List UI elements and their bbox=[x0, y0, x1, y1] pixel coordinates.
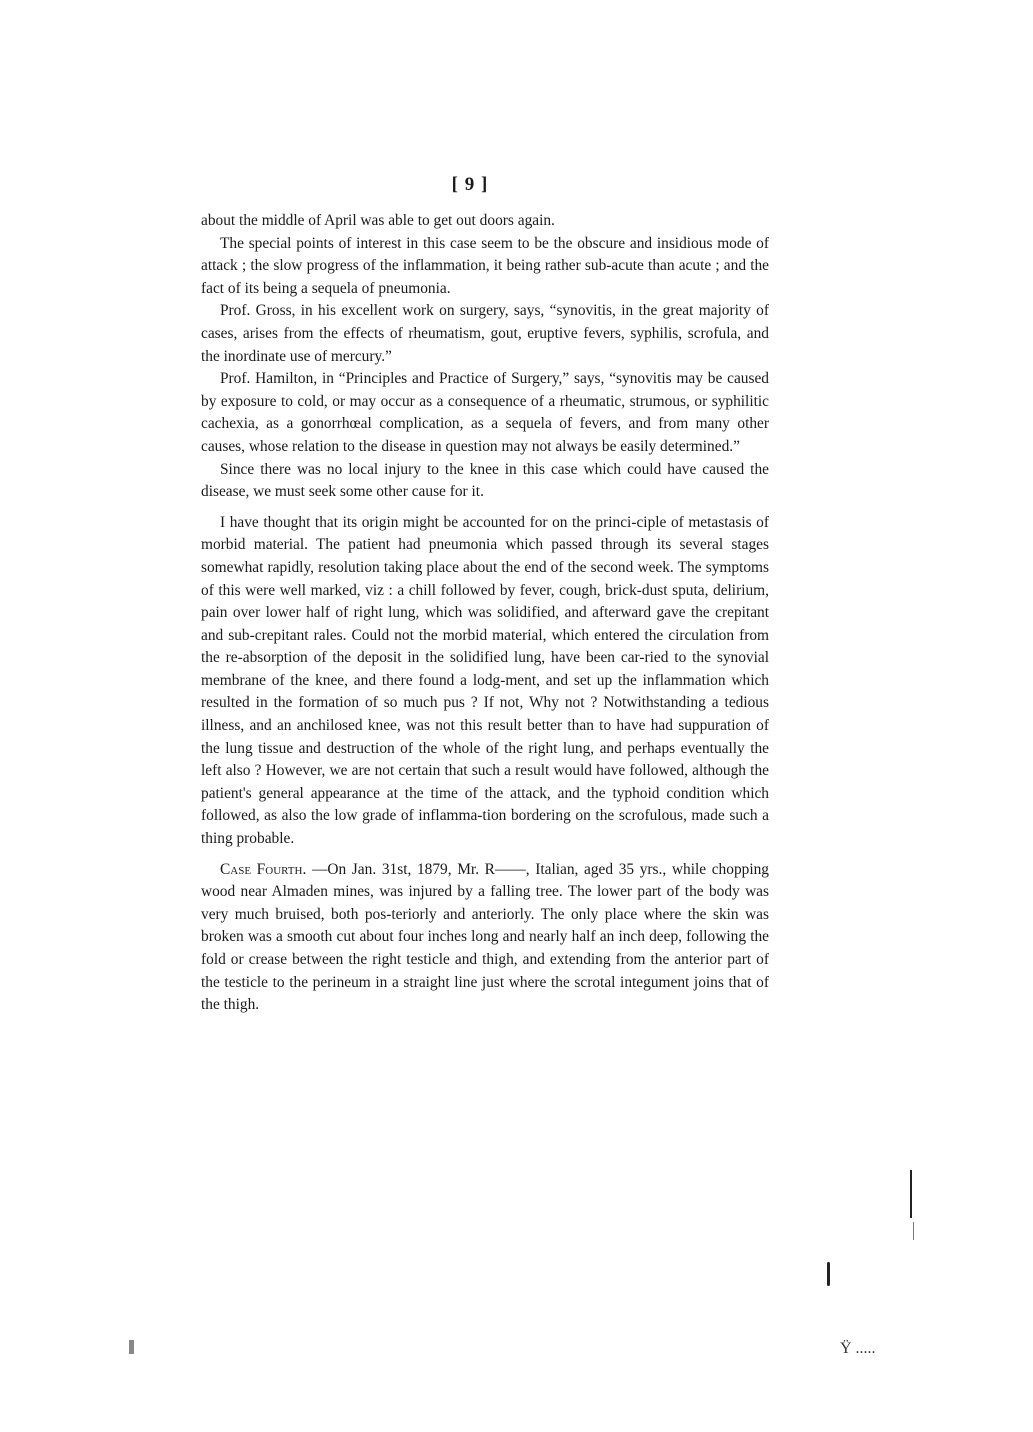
case-heading: Case Fourth. bbox=[220, 860, 307, 878]
margin-mark-bracket bbox=[827, 1262, 830, 1286]
margin-mark-left bbox=[129, 1340, 134, 1354]
paragraph-1: about the middle of April was able to get out doors again. bbox=[201, 212, 555, 229]
paragraph-6: I have thought that its origin might be accounted for on the princi-ciple of metastasis of morbid material. The patient had pneumonia which passed through its several stages somewhat rapidly, resolution taking place about the end of the second week. The symptoms of this were well marked, viz : a chill followed by fever, cough, brick-dust sputa, delirium, pain over lower half of right lung, which was solidified, and afterward gave the crepitant and sub-crepitant rales. Could not the morbid material, which entered the circulation from the re-absorption of the deposit in the solidified lung, have been car-ried to the synovial membrane of the knee, and there found a lodg-ment, and set up the inflammation which resulted in the formation of so much pus ? If not, Why not ? Notwithstanding a tedious illness, and an anchilosed knee, was not this result better than to have had suppuration of the lung tissue and destruction of the whole of the right lung, and perhaps eventually the left also ? However, we are not certain that such a result would have followed, although the patient's general appearance at the time of the attack, and the typhoid condition which followed, as also the low grade of inflamma-tion bordering on the scrofulous, made such a thing probable. bbox=[201, 513, 769, 848]
margin-mark-line-2 bbox=[913, 1222, 914, 1240]
paragraph-2: The special points of interest in this case seem to be the obscure and insidious mode of attack ; the slow progress of the inflammation, it being rather sub-acute than acute ; and the fact of its being a sequela of pneumonia. bbox=[201, 234, 769, 297]
corner-mark: Ÿ ..... bbox=[840, 1340, 876, 1357]
margin-mark-line-1 bbox=[910, 1170, 912, 1218]
paragraph-3: Prof. Gross, in his excellent work on surgery, says, “synovitis, in the great majority of cases, arises from the effects of rheumatism, gout, eruptive fevers, syphilis, scrofula, and the inordinate use of mercury.” bbox=[201, 302, 769, 365]
paragraph-4: Prof. Hamilton, in “Principles and Practice of Surgery,” says, “synovitis may be caused by exposure to cold, or may occur as a consequence of a rheumatic, strumous, or syphilitic cachexia, as a gonorrhœal complication, as a sequela of fevers, and from many other causes, whose relation to the disease in question may not always be easily determined.” bbox=[201, 370, 769, 455]
text-column bbox=[201, 210, 769, 1017]
case-body: —On Jan. 31st, 1879, Mr. R——, Italian, aged 35 yrs., while chopping wood near Almaden mines, was injured by a falling tree. The lower part of the body was very much bruised, both pos-teriorly and anteriorly. The only place where the skin was broken was a smooth cut about four inches long and nearly half an inch deep, following the fold or crease between the right testicle and thigh, and extending from the anterior part of the testicle to the perineum in a straight line just where the scrotal integument joins that of the thigh. bbox=[201, 860, 769, 1014]
paragraph-7 bbox=[201, 859, 769, 1017]
page-number: [ 9 ] bbox=[451, 174, 489, 195]
paragraph-5: Since there was no local injury to the knee in this case which could have caused the disease, we must seek some other cause for it. bbox=[201, 460, 769, 501]
